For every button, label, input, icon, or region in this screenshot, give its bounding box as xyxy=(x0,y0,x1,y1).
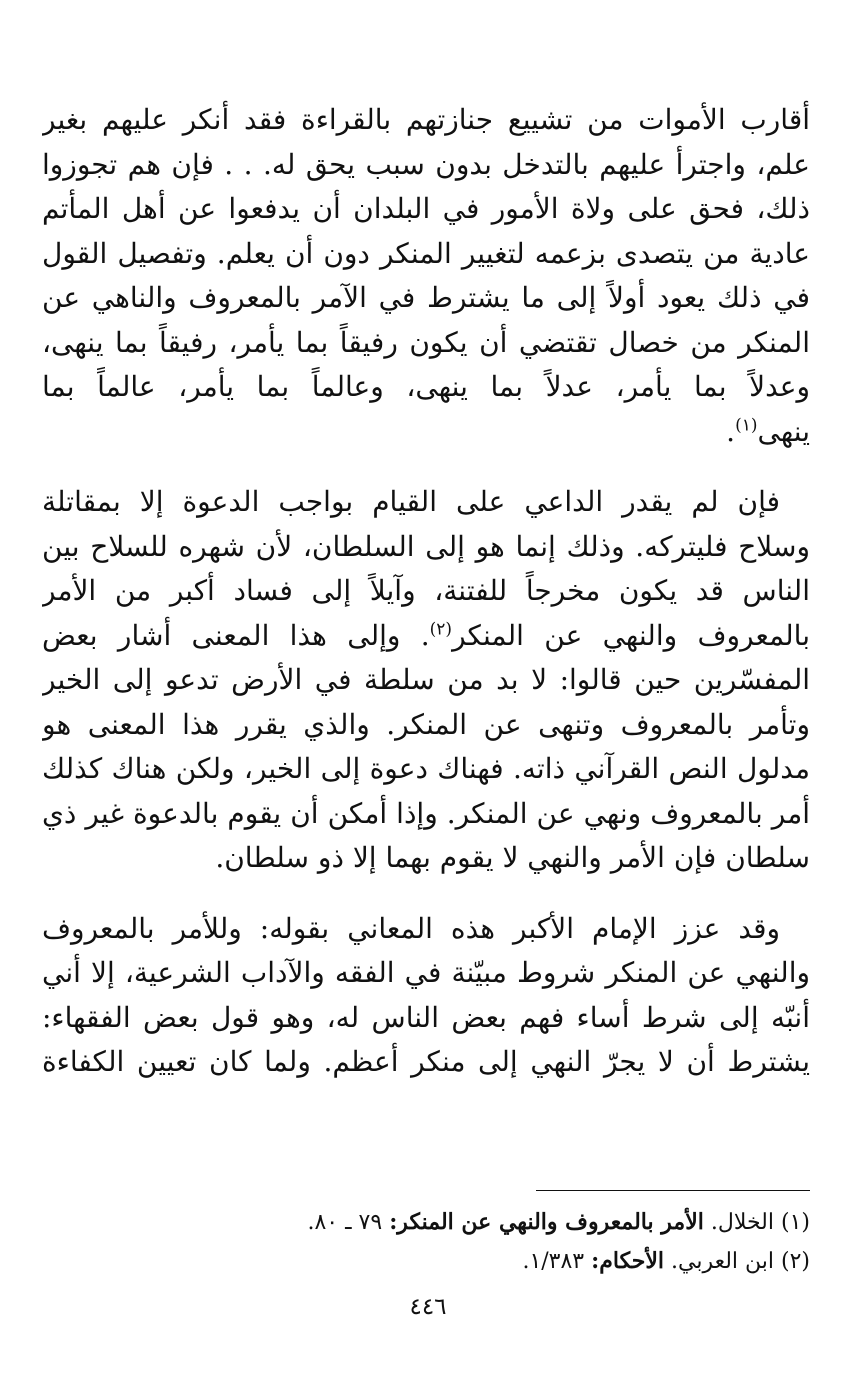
text-line-last xyxy=(42,410,810,455)
text-line: أنبّه إلى شرط أساء فهم بعض الناس له، وهو قول بعض الفقهاء: xyxy=(42,1000,810,1034)
footnote-ref-2: (٢) xyxy=(429,619,453,640)
text-line: الناس قد يكون مخرجاً للفتنة، وآيلاً إلى فساد أكبر من الأمر xyxy=(42,574,810,607)
footnote-marker: (١) xyxy=(780,1210,810,1235)
paragraph-1 xyxy=(42,98,810,454)
footnote-author: ابن العربي. xyxy=(670,1249,774,1274)
text-line: علم، واجترأ عليهم بالتدخل بدون سبب يحق له. . . فإن هم تجوزوا xyxy=(42,147,810,181)
paragraph-3 xyxy=(42,907,810,1085)
text-fragment: . وإلى هذا المعنى أشار بعض xyxy=(42,618,430,652)
text-line: والنهي عن المنكر شروط مبيّنة في الفقه والآداب الشرعية، إلا أني xyxy=(42,956,810,989)
footnote-title: الأحكام: xyxy=(591,1248,664,1274)
footnote-divider xyxy=(536,1190,810,1191)
text-line: يشترط أن لا يجرّ النهي إلى منكر أعظم. ولما كان تعيين الكفاءة xyxy=(42,1045,810,1078)
text-line: عادية من يتصدى بزعمه لتغيير المنكر دون أن يعلم. وتفصيل القول xyxy=(42,236,810,270)
text-line: وقد عزز الإمام الأكبر هذه المعاني بقوله: وللأمر بالمعروف xyxy=(42,911,780,945)
text-line: في ذلك يعود أولاً إلى ما يشترط في الآمر بالمعروف والناهي عن xyxy=(42,281,810,314)
text-line: أقارب الأموات من تشييع جنازتهم بالقراءة فقد أنكر عليهم بغير xyxy=(42,103,810,136)
text-line: وتأمر بالمعروف وتنهى عن المنكر. والذي يقرر هذا المعنى هو xyxy=(42,707,810,741)
footnote-ref-1: (١) xyxy=(735,415,758,436)
text-line: المفسّرين حين قالوا: لا بد من سلطة في الأرض تدعو إلى الخير xyxy=(42,663,810,696)
footnote-pages: ٧٩ ـ ٨٠. xyxy=(307,1210,383,1235)
text-line: وسلاح فليتركه. وذلك إنما هو إلى السلطان، لأن شهره للسلاح بين xyxy=(42,529,810,563)
footnote-1 xyxy=(42,1203,810,1242)
text-line: وعدلاً بما يأمر، عدلاً بما ينهى، وعالماً بما يأمر، عالماً بما xyxy=(42,370,810,403)
text-line: فإن لم يقدر الداعي على القيام بواجب الدعوة إلا بمقاتلة xyxy=(42,485,780,518)
footnotes xyxy=(42,1203,810,1281)
footnote-pages: ١/٣٨٣. xyxy=(522,1249,585,1274)
text-line: مدلول النص القرآني ذاته. فهناك دعوة إلى الخير، ولكن هناك كذلك xyxy=(42,752,810,785)
footnote-marker: (٢) xyxy=(780,1249,810,1274)
text-fragment: بالمعروف والنهي عن المنكر xyxy=(452,618,810,652)
text-line-last: سلطان فإن الأمر والنهي لا يقوم بهما إلا ذو سلطان. xyxy=(215,841,810,874)
body-text xyxy=(42,98,810,1085)
footnote-title: الأمر بالمعروف والنهي عن المنكر: xyxy=(389,1209,704,1235)
footnote-author: الخلال. xyxy=(710,1210,774,1235)
text-line: أمر بالمعروف ونهي عن المنكر. وإذا أمكن أن يقوم بالدعوة غير ذي xyxy=(42,796,810,830)
text-fragment: ينهى xyxy=(757,414,810,448)
text-line: ذلك، فحق على ولاة الأمور في البلدان أن يدفعوا عن أهل المأتم xyxy=(42,192,810,225)
paragraph-2 xyxy=(42,480,810,881)
text-line: المنكر من خصال تقتضي أن يكون رفيقاً بما يأمر، رفيقاً بما ينهى، xyxy=(42,325,810,359)
page-number: ٤٤٦ xyxy=(409,1294,447,1320)
text-fragment: . xyxy=(726,414,736,448)
text-line-with-ref xyxy=(42,614,810,659)
footnote-2 xyxy=(42,1242,810,1281)
